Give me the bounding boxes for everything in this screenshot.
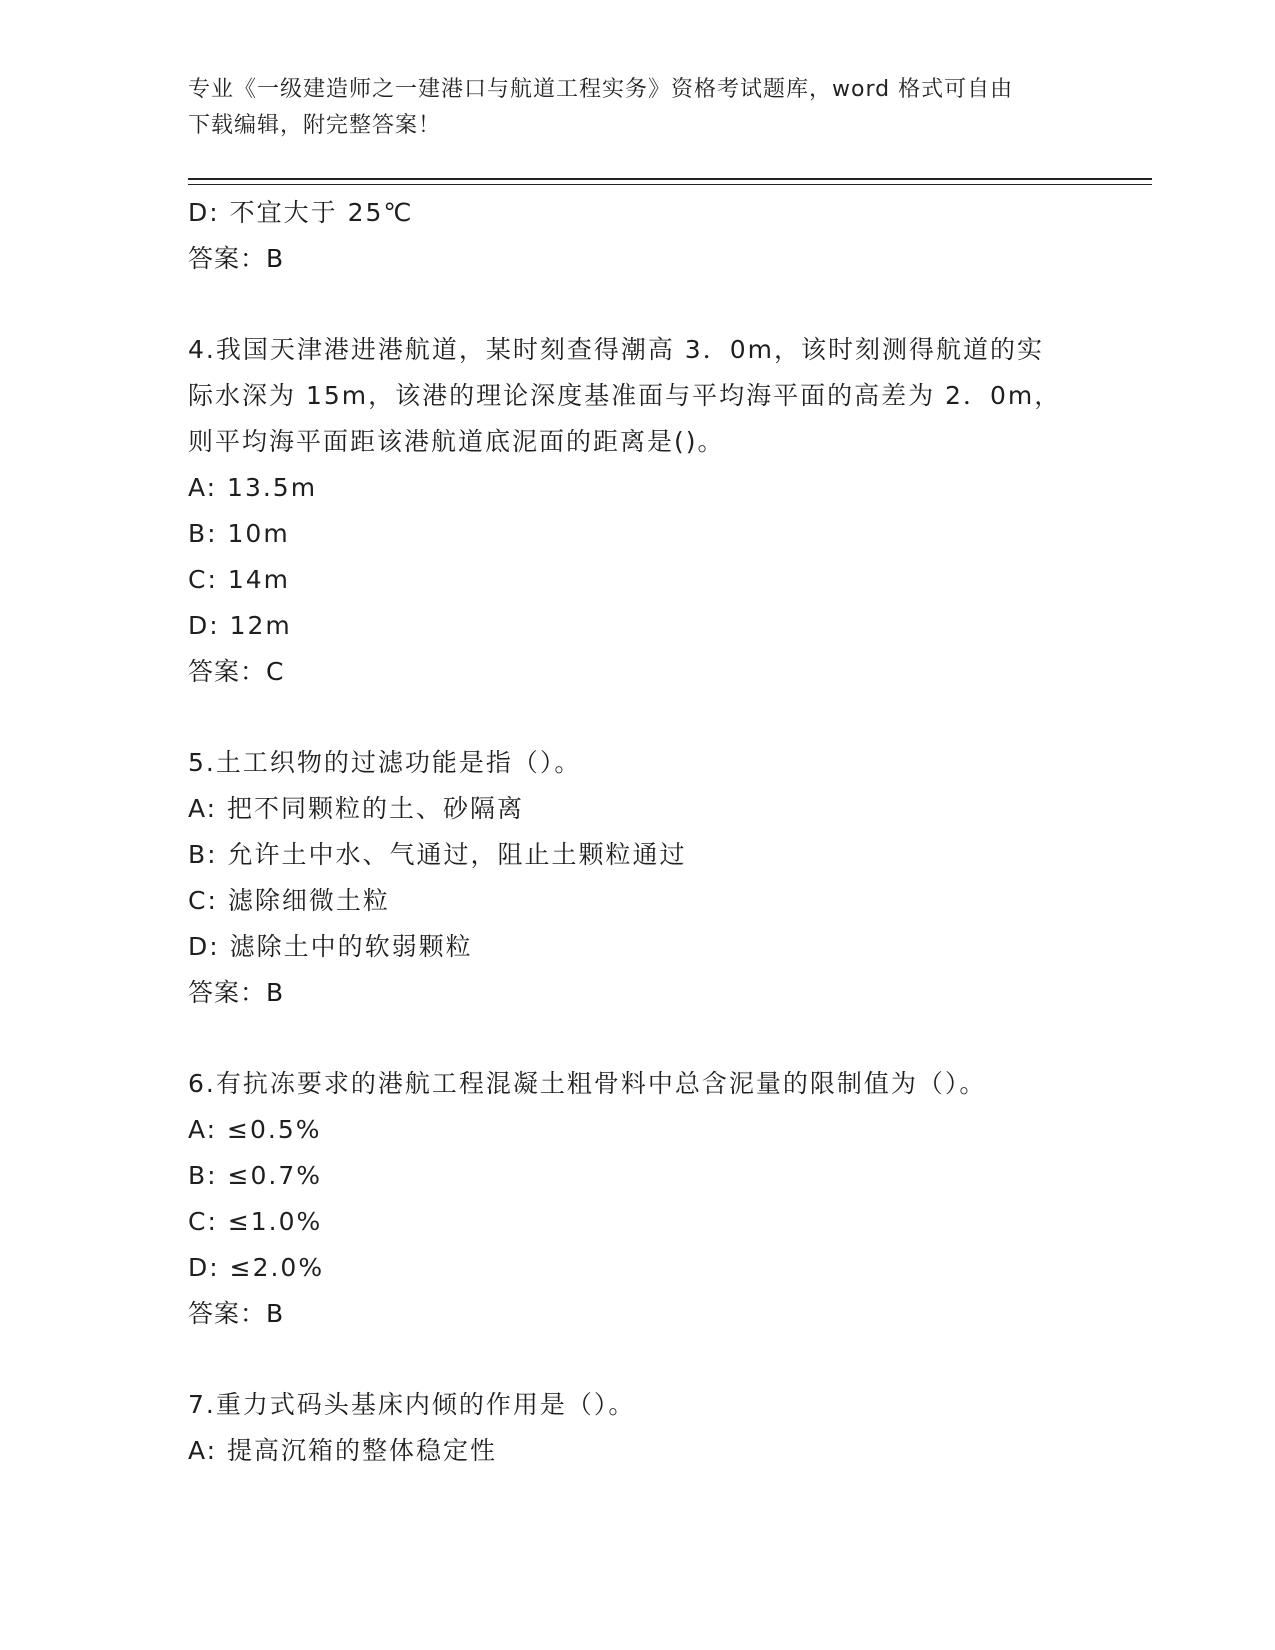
option-d: D: 滤除土中的软弱颗粒 [188, 932, 473, 961]
question-prev [188, 190, 1152, 282]
option-a: A: 13.5m [188, 473, 318, 502]
header-divider-thick [188, 178, 1152, 180]
option-c: C: 滤除细微土粒 [188, 886, 390, 915]
option-a: A: ≤0.5% [188, 1115, 322, 1144]
option-d: D: ≤2.0% [188, 1253, 325, 1282]
header-divider-thin [188, 184, 1152, 185]
spacer [188, 282, 1152, 327]
question-7 [188, 1382, 1152, 1474]
answer: 答案：B [188, 1299, 285, 1328]
option-b: B: 允许土中水、气通过，阻止土颗粒通过 [188, 840, 687, 869]
header-line-2: 下载编辑，附完整答案！ [188, 113, 442, 138]
spacer [188, 1016, 1152, 1061]
option-a: A: 把不同颗粒的土、砂隔离 [188, 794, 525, 823]
option-d: D: 12m [188, 611, 292, 640]
question-stem-line: 则平均海平面距该港航道底泥面的距离是()。 [188, 427, 725, 456]
question-4 [188, 327, 1152, 695]
option-b: B: 10m [188, 519, 290, 548]
question-stem-line: 4.我国天津港进港航道，某时刻查得潮高 3．0m，该时刻测得航道的实 [188, 335, 1044, 364]
question-stem-line: 6.有抗冻要求的港航工程混凝土粗骨料中总含泥量的限制值为（）。 [188, 1069, 987, 1098]
question-stem-line: 际水深为 15m，该港的理论深度基准面与平均海平面的高差为 2．0m， [188, 381, 1062, 410]
option-d: D: 不宜大于 25℃ [188, 198, 414, 227]
option-c: C: ≤1.0% [188, 1207, 323, 1236]
question-6 [188, 1061, 1152, 1337]
answer: 答案：B [188, 978, 285, 1007]
question-stem-line: 7.重力式码头基床内倾的作用是（）。 [188, 1390, 636, 1419]
question-list [188, 190, 1152, 1474]
spacer [188, 695, 1152, 740]
document-header [188, 72, 1088, 144]
option-c: C: 14m [188, 565, 290, 594]
option-b: B: ≤0.7% [188, 1161, 322, 1190]
question-5 [188, 740, 1152, 1016]
answer: 答案：C [188, 657, 285, 686]
question-stem-line: 5.土工织物的过滤功能是指（）。 [188, 748, 582, 777]
answer: 答案：B [188, 244, 285, 273]
header-line-1: 专业《一级建造师之一建港口与航道工程实务》资格考试题库，word 格式可自由 [188, 77, 1014, 102]
option-a: A: 提高沉箱的整体稳定性 [188, 1436, 498, 1465]
spacer [188, 1337, 1152, 1382]
